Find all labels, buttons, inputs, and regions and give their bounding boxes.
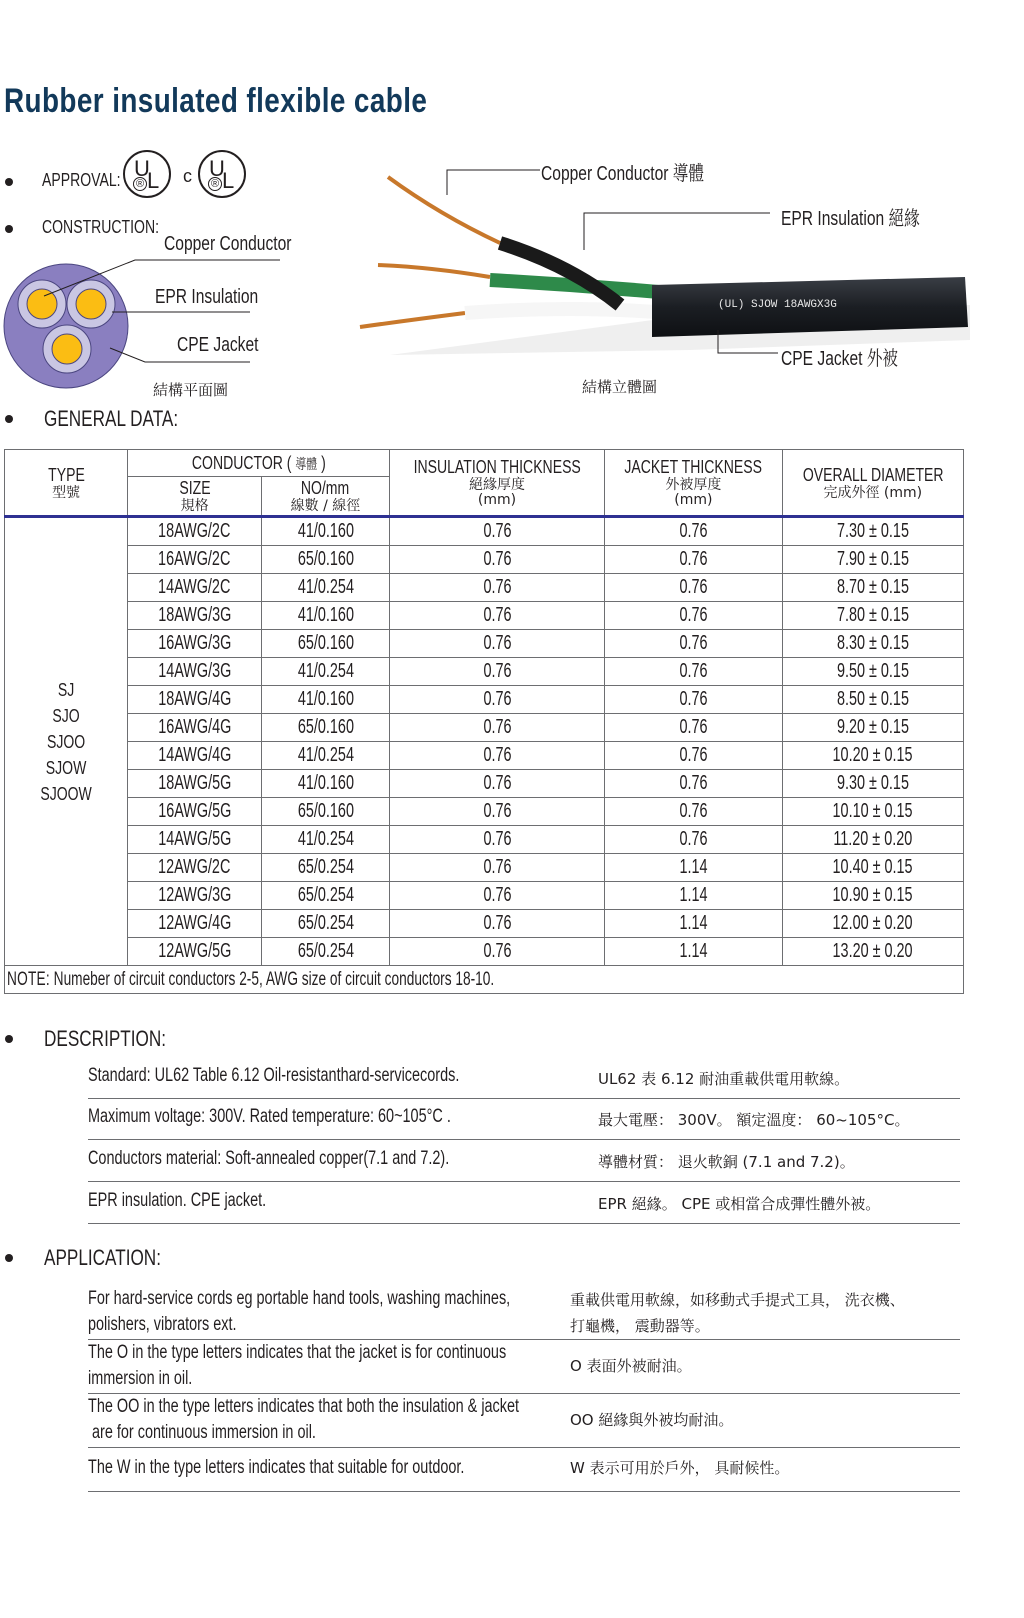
cell-nomm [262, 574, 390, 602]
cell-value: 0.76 [482, 940, 512, 962]
header-nomm-en: NO/mm [301, 478, 350, 498]
cell-nomm [262, 630, 390, 658]
cell-ins [389, 686, 604, 714]
cell-nomm [262, 910, 390, 938]
table-note [5, 966, 964, 994]
cell-value: 12AWG/4G [158, 912, 232, 934]
cell-value: 0.76 [679, 828, 708, 850]
bullet-icon [5, 1035, 13, 1043]
cell-nomm [262, 798, 390, 826]
page-title: Rubber insulated flexible cable [4, 82, 428, 120]
cell-size [128, 826, 262, 854]
description-zh: 導體材質： 退火軟銅 (7.1 and 7.2)。 [598, 1153, 855, 1171]
cell-value: 1.14 [679, 940, 708, 962]
label-cpe-jacket: CPE Jacket [177, 334, 259, 356]
header-jacket-cn: 外被厚度 [665, 477, 722, 493]
header-conductor-close: ) [316, 452, 326, 473]
cell-value: 10.40 ± 0.15 [832, 856, 913, 878]
photo-label-epr-insulation: EPR Insulation 絕緣 [781, 208, 920, 230]
header-ins-en: INSULATION THICKNESS [413, 457, 581, 477]
application-en: The O in the type letters indicates that the jacket is for continuous immersion in oil. [88, 1342, 507, 1389]
cell-value: 14AWG/3G [158, 660, 232, 682]
table-row [5, 798, 964, 826]
type-code: SJ [57, 679, 75, 700]
cell-nomm [262, 517, 390, 546]
cell-value: 65/0.254 [297, 856, 354, 878]
cell-value: 0.76 [679, 632, 708, 654]
cell-value: 0.76 [482, 856, 512, 878]
cell-value: 65/0.160 [297, 548, 354, 570]
cell-od [782, 938, 963, 966]
cell-nomm [262, 714, 390, 742]
cell-jacket [605, 686, 782, 714]
cul-prefix: c [183, 166, 192, 186]
conductor-circle [27, 289, 57, 319]
header-size-en: SIZE [178, 478, 211, 498]
cell-jacket [605, 938, 782, 966]
cell-size [128, 798, 262, 826]
cell-size [128, 854, 262, 882]
cell-value: 0.76 [482, 632, 512, 654]
application-row [88, 1339, 960, 1394]
cell-size [128, 546, 262, 574]
ul-listed-logo-icon [123, 150, 171, 198]
cell-jacket [605, 910, 782, 938]
cell-od [782, 574, 963, 602]
cell-jacket [605, 630, 782, 658]
ul-letter-u: U [209, 156, 225, 181]
cell-value: 7.80 ± 0.15 [836, 604, 909, 626]
approval-label: APPROVAL: [42, 170, 121, 190]
cell-value: 0.76 [482, 800, 512, 822]
cell-value: 9.30 ± 0.15 [836, 772, 909, 794]
cell-value: 65/0.254 [297, 912, 354, 934]
cell-value: 10.90 ± 0.15 [832, 884, 913, 906]
cell-value: 16AWG/2C [158, 548, 231, 570]
header-od-en: OVERALL DIAMETER [802, 464, 944, 485]
black-insulated-wire [500, 243, 620, 305]
description-zh: EPR 絕緣。 CPE 或相當合成彈性體外被。 [598, 1195, 881, 1213]
table-row [5, 574, 964, 602]
conductor-circle [76, 289, 106, 319]
cell-od [782, 714, 963, 742]
label-epr-insulation: EPR Insulation [155, 286, 259, 308]
copper-strand [360, 313, 465, 327]
cell-value: 10.10 ± 0.15 [832, 800, 913, 822]
cell-value: 41/0.254 [297, 660, 354, 682]
copper-strand [378, 265, 490, 277]
cell-jacket [605, 826, 782, 854]
table-row [5, 854, 964, 882]
cell-value: 18AWG/5G [158, 772, 232, 794]
cell-value: 0.76 [482, 772, 512, 794]
description-en: Conductors material: Soft-annealed copper(7.1 and 7.2). [88, 1148, 450, 1169]
cell-value: 12AWG/5G [158, 940, 232, 962]
photo-label-copper-conductor: Copper Conductor 導體 [541, 163, 705, 185]
cell-ins [389, 826, 604, 854]
cell-ins [389, 882, 604, 910]
cable-print: (UL) SJOW 18AWGX3G [718, 299, 837, 311]
cell-jacket [605, 714, 782, 742]
cell-value: 14AWG/5G [158, 828, 232, 850]
header-insulation-thickness [389, 450, 604, 517]
cell-value: 0.76 [482, 604, 512, 626]
cell-ins [389, 574, 604, 602]
cell-ins [389, 742, 604, 770]
general-data-table [4, 449, 964, 994]
cell-nomm [262, 546, 390, 574]
photo-label-cpe-jacket: CPE Jacket 外被 [781, 348, 899, 370]
cell-value: 65/0.160 [297, 800, 354, 822]
ul-letter-l: L [147, 168, 160, 193]
cell-od [782, 770, 963, 798]
cell-value: 8.70 ± 0.15 [836, 576, 909, 598]
cell-od [782, 602, 963, 630]
cell-jacket [605, 882, 782, 910]
type-code: SJOW [45, 757, 87, 778]
table-row [5, 546, 964, 574]
cell-value: 0.76 [679, 772, 708, 794]
application-zh: OO 絕緣與外被均耐油。 [570, 1411, 734, 1429]
table-row [5, 742, 964, 770]
cell-od [782, 546, 963, 574]
header-ins-unit: (mm) [477, 492, 517, 508]
type-code: SJOO [46, 731, 86, 752]
cell-value: 0.76 [482, 520, 512, 542]
cell-value: 10.20 ± 0.15 [832, 744, 913, 766]
cell-value: 0.76 [482, 660, 512, 682]
application-row [88, 1393, 960, 1448]
cell-ins [389, 938, 604, 966]
cell-size [128, 602, 262, 630]
cell-ins [389, 517, 604, 546]
application-row [88, 1447, 960, 1492]
description-en: Maximum voltage: 300V. Rated temperature: 60~105°C . [88, 1106, 451, 1127]
cell-value: 12AWG/3G [158, 884, 232, 906]
application-en: The W in the type letters indicates that suitable for outdoor. [88, 1457, 465, 1478]
description-zh: UL62 表 6.12 耐油重載供電用軟線。 [598, 1070, 850, 1088]
cell-nomm [262, 882, 390, 910]
cell-value: 8.30 ± 0.15 [836, 632, 909, 654]
cell-value: 41/0.160 [297, 520, 354, 542]
cell-value: 8.50 ± 0.15 [836, 688, 909, 710]
header-nomm [262, 477, 390, 517]
cell-jacket [605, 602, 782, 630]
cell-jacket [605, 658, 782, 686]
cell-size [128, 686, 262, 714]
cell-size [128, 742, 262, 770]
cell-value: 0.76 [482, 688, 512, 710]
table-row [5, 770, 964, 798]
application-row [88, 1285, 960, 1340]
general-data-label: GENERAL DATA: [44, 406, 179, 431]
application-en: For hard-service cords eg portable hand tools, washing machines, polishers, vibrators ext. [88, 1288, 511, 1335]
cell-value: 16AWG/4G [158, 716, 232, 738]
cell-nomm [262, 826, 390, 854]
cell-value: 12.00 ± 0.20 [832, 912, 913, 934]
cell-nomm [262, 770, 390, 798]
table-row [5, 686, 964, 714]
cell-value: 0.76 [679, 548, 708, 570]
cell-od [782, 686, 963, 714]
cell-jacket [605, 517, 782, 546]
cell-jacket [605, 854, 782, 882]
application-en: The OO in the type letters indicates that both the insulation & jacket are for continuous immersion in oil. [88, 1396, 520, 1443]
cell-value: 0.76 [482, 884, 512, 906]
cell-size [128, 770, 262, 798]
cell-value: 9.20 ± 0.15 [836, 716, 909, 738]
cell-od [782, 854, 963, 882]
cell-nomm [262, 938, 390, 966]
cell-value: 41/0.160 [297, 688, 354, 710]
cell-value: 11.20 ± 0.20 [833, 828, 913, 850]
cell-value: 18AWG/3G [158, 604, 232, 626]
construction-label: CONSTRUCTION: [42, 217, 159, 237]
cell-ins [389, 714, 604, 742]
photo-caption: 結構立體圖 [582, 378, 658, 396]
header-type-en: TYPE [47, 464, 85, 485]
bullet-icon [5, 415, 13, 423]
cell-ins [389, 630, 604, 658]
table-row [5, 517, 964, 546]
cell-value: 41/0.160 [297, 772, 354, 794]
cell-value: 12AWG/2C [158, 856, 231, 878]
cell-value: 41/0.254 [297, 828, 354, 850]
cell-ins [389, 546, 604, 574]
cell-value: 9.50 ± 0.15 [836, 660, 909, 682]
cell-od [782, 910, 963, 938]
table-row [5, 910, 964, 938]
header-jacket-unit: (mm) [674, 492, 713, 508]
cell-od [782, 826, 963, 854]
cell-ins [389, 658, 604, 686]
ul-letter-l: L [222, 168, 235, 193]
cell-jacket [605, 798, 782, 826]
cell-ins [389, 770, 604, 798]
table-row [5, 658, 964, 686]
cell-size [128, 517, 262, 546]
cell-size [128, 574, 262, 602]
header-conductor-cn: 導體 [295, 456, 317, 473]
header-conductor [128, 450, 390, 477]
header-jacket-thickness [605, 450, 782, 517]
header-od-cn: 完成外徑 (mm) [823, 484, 923, 501]
header-conductor-en: CONDUCTOR ( [191, 452, 296, 473]
conductor-circle [52, 334, 82, 364]
cell-value: 0.76 [482, 716, 512, 738]
cell-od [782, 658, 963, 686]
cell-value: 65/0.160 [297, 716, 354, 738]
cell-value: 41/0.254 [297, 576, 354, 598]
header-size-cn: 規格 [180, 498, 209, 514]
cell-value: 13.20 ± 0.20 [832, 940, 913, 962]
ul-letter-u: U [134, 156, 150, 181]
cell-ins [389, 602, 604, 630]
cell-value: 41/0.160 [297, 604, 354, 626]
cell-value: 0.76 [482, 828, 512, 850]
description-en: EPR insulation. CPE jacket. [88, 1190, 267, 1211]
cell-nomm [262, 602, 390, 630]
cell-size [128, 630, 262, 658]
cell-value: 65/0.254 [297, 940, 354, 962]
cell-value: 18AWG/2C [158, 520, 231, 542]
cul-listed-logo-icon [198, 150, 246, 198]
table-row [5, 826, 964, 854]
cell-value: 0.76 [482, 912, 512, 934]
cell-value: 7.30 ± 0.15 [836, 520, 909, 542]
description-en: Standard: UL62 Table 6.12 Oil-resistanthard-servicecords. [88, 1065, 460, 1086]
cell-od [782, 742, 963, 770]
copper-strand [388, 177, 500, 243]
cell-jacket [605, 574, 782, 602]
cell-ins [389, 910, 604, 938]
cell-ins [389, 854, 604, 882]
cell-od [782, 882, 963, 910]
cell-value: 0.76 [679, 576, 708, 598]
cell-value: 0.76 [679, 520, 708, 542]
cell-value: 0.76 [482, 548, 512, 570]
header-type [5, 450, 128, 517]
description-row [88, 1063, 960, 1099]
description-row [88, 1100, 960, 1140]
cell-value: 0.76 [679, 800, 708, 822]
cell-value: 1.14 [679, 856, 708, 878]
note-label: NOTE: [7, 968, 50, 990]
cell-value: 0.76 [679, 604, 708, 626]
description-row [88, 1184, 960, 1224]
table-row [5, 714, 964, 742]
cell-value: 7.90 ± 0.15 [836, 548, 909, 570]
bullet-icon [5, 178, 13, 186]
cell-value: 0.76 [679, 660, 708, 682]
cell-value: 65/0.160 [297, 632, 354, 654]
type-code: SJOOW [40, 783, 92, 804]
type-code: SJO [52, 705, 80, 726]
cell-value: 14AWG/4G [158, 744, 232, 766]
table-row [5, 938, 964, 966]
cell-ins [389, 798, 604, 826]
cell-value: 41/0.254 [297, 744, 354, 766]
application-zh: W 表示可用於戶外， 具耐候性。 [570, 1459, 790, 1477]
note-text: Numeber of circuit conductors 2-5, AWG size of circuit conductors 18-10. [49, 968, 495, 990]
cell-size [128, 910, 262, 938]
description-zh: 最大電壓： 300V。 額定溫度： 60~105°C。 [598, 1111, 910, 1129]
cell-value: 0.76 [679, 688, 708, 710]
table-row [5, 630, 964, 658]
application-zh: 重載供電用軟線，如移動式手提式工具， 洗衣機、 打龜機， 震動器等。 [570, 1291, 905, 1335]
cell-nomm [262, 854, 390, 882]
cell-value: 0.76 [482, 744, 512, 766]
cell-size [128, 714, 262, 742]
header-type-cn: 型號 [52, 484, 81, 501]
cell-od [782, 798, 963, 826]
cell-value: 1.14 [679, 884, 708, 906]
header-overall-diameter [782, 450, 963, 517]
white-insulated-wire [465, 309, 670, 313]
description-label: DESCRIPTION: [44, 1026, 167, 1051]
registered-mark-icon: ® [208, 177, 222, 191]
header-size [128, 477, 262, 517]
cell-value: 65/0.254 [297, 884, 354, 906]
cross-section-caption: 結構平面圖 [153, 381, 229, 399]
cell-jacket [605, 770, 782, 798]
cell-value: 18AWG/4G [158, 688, 232, 710]
cell-nomm [262, 686, 390, 714]
table-row [5, 602, 964, 630]
cell-od [782, 630, 963, 658]
cell-nomm [262, 742, 390, 770]
cell-value: 16AWG/5G [158, 800, 232, 822]
cell-value: 0.76 [482, 576, 512, 598]
registered-mark-icon: ® [133, 177, 147, 191]
description-row [88, 1142, 960, 1182]
cell-value: 0.76 [679, 744, 708, 766]
cell-size [128, 938, 262, 966]
cell-value: 16AWG/3G [158, 632, 232, 654]
header-jacket-en: JACKET THICKNESS [624, 457, 763, 477]
cell-od [782, 517, 963, 546]
cell-size [128, 658, 262, 686]
cell-value: 0.76 [679, 716, 708, 738]
table-row [5, 882, 964, 910]
cell-value: 1.14 [679, 912, 708, 934]
type-cell [5, 517, 128, 966]
cell-nomm [262, 658, 390, 686]
label-copper-conductor: Copper Conductor [164, 233, 292, 255]
cell-value: 14AWG/2C [158, 576, 231, 598]
cell-jacket [605, 546, 782, 574]
application-label: APPLICATION: [44, 1245, 161, 1270]
header-ins-cn: 絕緣厚度 [469, 477, 526, 493]
application-zh: O 表面外被耐油。 [570, 1357, 692, 1375]
bullet-icon [5, 1254, 13, 1262]
cell-size [128, 882, 262, 910]
cell-jacket [605, 742, 782, 770]
header-nomm-cn: 線數 / 線徑 [290, 498, 361, 514]
